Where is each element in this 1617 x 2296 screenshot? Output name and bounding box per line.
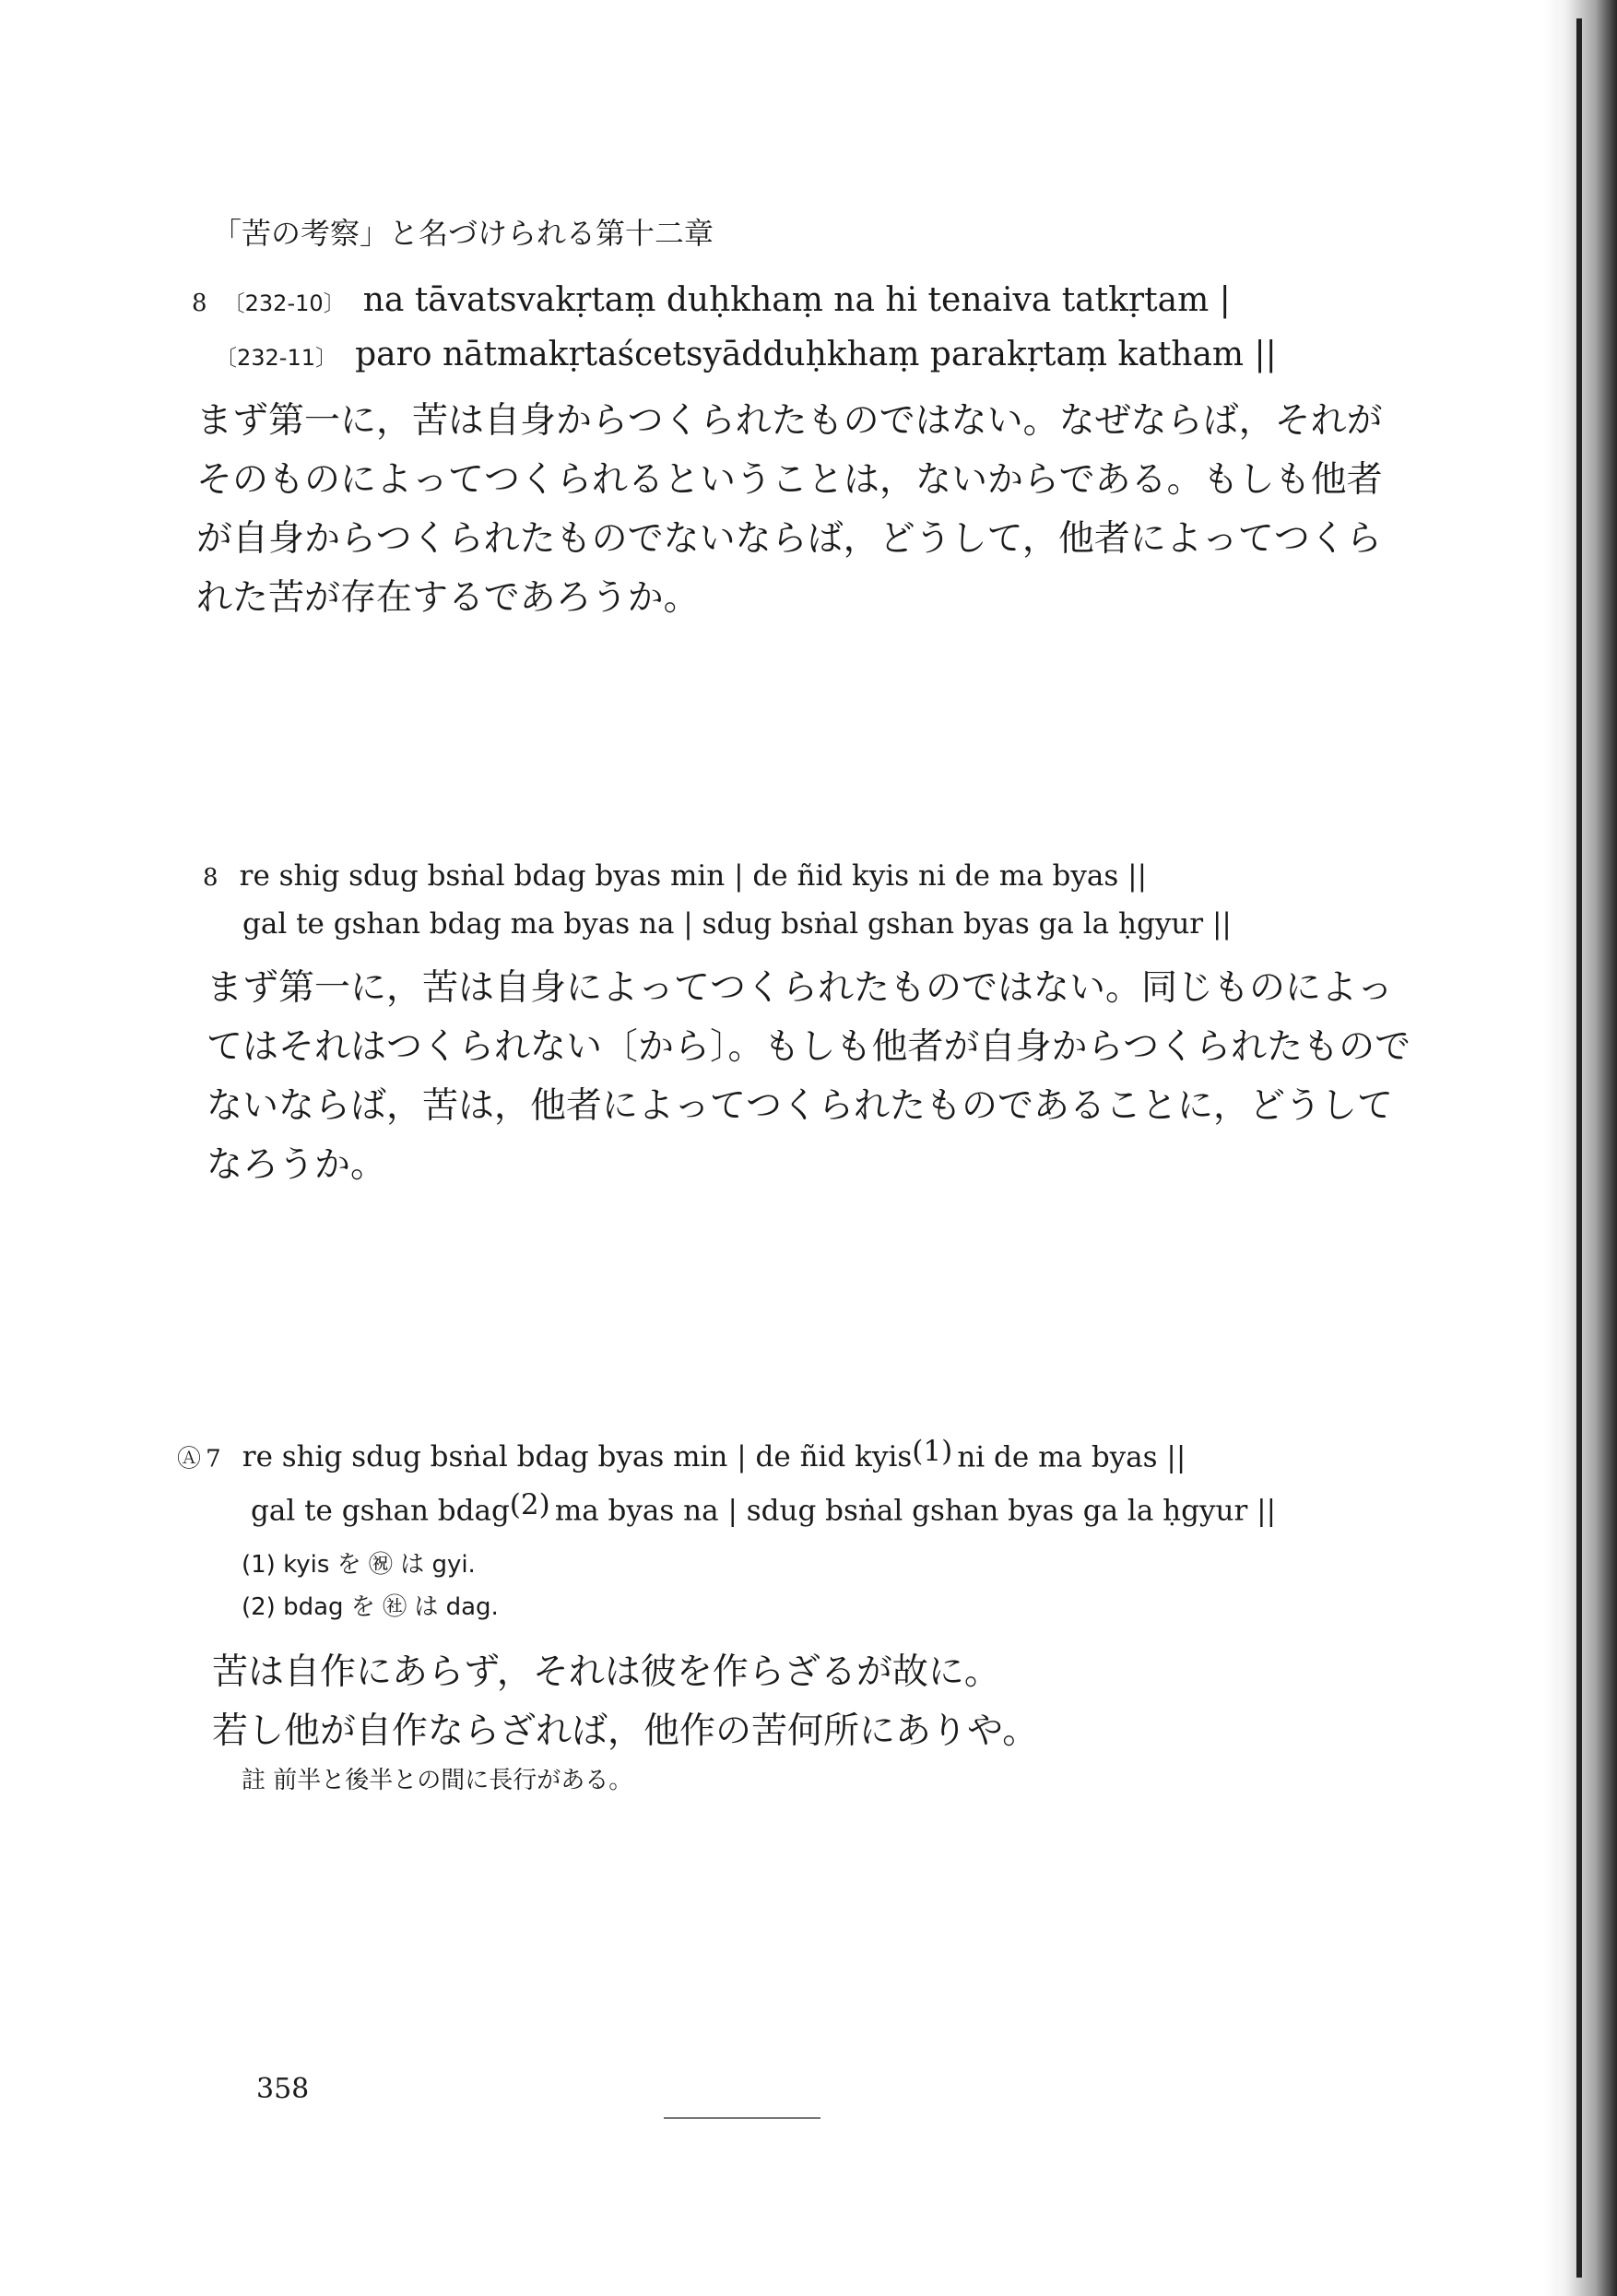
citation-ref: 〔232-11〕 [215,345,338,371]
footnote-marker: (1) [912,1435,953,1468]
tibetan-verse-line-2: gal te gshan bdag ma byas na | sdug bsṅal gshan byas ga la ḥgyur || [242,907,1232,941]
footnote-marker: (2) [509,1488,550,1521]
sanskrit-text: paro nātmakṛtaścetsyādduḥkhaṃ parakṛtaṃ katham || [355,336,1277,373]
sanskrit-text: na tāvatsvakṛtaṃ duḥkhaṃ na hi tenaiva tatkṛtam | [362,281,1231,319]
verse-number: 7 [206,1445,221,1473]
tibetan-text: re shig sdug bsṅal bdag byas min | de ñid kyis [242,1440,913,1474]
tibetan-text: ni de ma byas || [957,1440,1186,1474]
sanskrit-verse-line-1 [192,281,1231,319]
scan-artifact-line [664,2117,820,2119]
tibetan-verse-line-1 [203,859,1147,893]
sanskrit-verse-line-2 [215,336,1277,373]
tibetan-text: gal te gshan bdag [251,1494,510,1528]
translation-paragraph-2: まず第一に，苦は自身によってつくられたものではない。同じものによってはそれはつくられない〔から〕。もしも他者が自身からつくられたものでないならば，苦は，他者によってつくられたものであることに，どうしてなろうか。 [207,967,1411,1186]
classical-translation-line-1: 苦は自作にあらず，それは彼を作らざるが故に。 [212,1651,1000,1693]
variant-verse-line-2 [251,1488,1276,1527]
variant-verse-line-1 [177,1435,1186,1473]
verse-number: 8 [203,864,218,892]
classical-translation-line-2: 若し他が自作ならざれば，他作の苦何所にありや。 [212,1710,1039,1752]
page-number: 358 [256,2073,310,2105]
chapter-heading: 「苦の考察」と名づけられる第十二章 [212,216,714,251]
tibetan-text: re shig sdug bsṅal bdag byas min | de ñid kyis ni de ma byas || [239,859,1148,893]
verse-number: 8 [192,290,207,317]
citation-ref: 〔232-10〕 [222,290,346,316]
translation-paragraph-1: まず第一に，苦は自身からつくられたものではない。なぜならば，それがそのものによってつくられるということは，ないからである。もしも他者が自身からつくられたものでないならば，どうして，他者によってつくられた苦が存在するであろうか。 [196,400,1383,619]
editorial-note: 註 前半と後半との間に長行がある。 [242,1767,633,1794]
footnote-2: (2) bdag を ㊓ は dag. [242,1593,499,1621]
footnote-1: (1) kyis を ㊗ は gyi. [242,1551,476,1579]
tibetan-text: ma byas na | sdug bsṅal gshan byas ga la ḥgyur || [554,1494,1277,1528]
source-marker: Ⓐ [177,1445,202,1473]
scan-edge-line [1576,18,1582,2278]
